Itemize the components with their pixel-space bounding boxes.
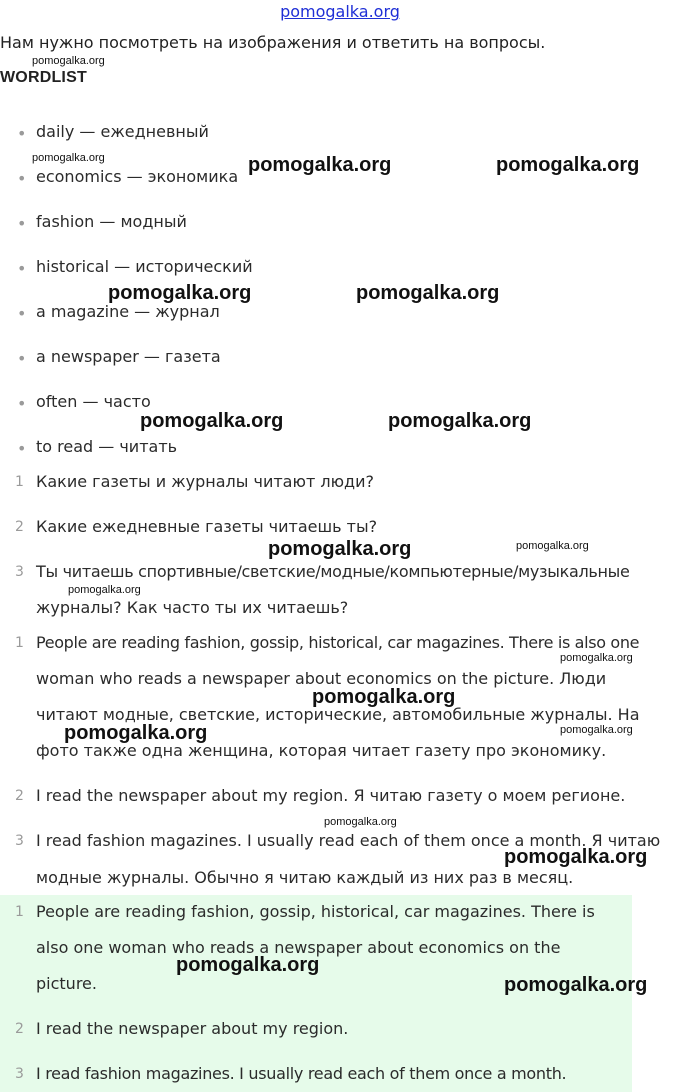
watermark: pomogalka.org [324, 816, 397, 828]
watermark: pomogalka.org [32, 152, 105, 164]
answer-text: People are reading fashion, gossip, historical, car magazines. There is [36, 902, 595, 921]
watermark: pomogalka.org [516, 540, 589, 552]
list-bullet: • [17, 214, 27, 233]
answer-text: also one woman who reads a newspaper about economics on the [36, 938, 561, 957]
answer-number: 1 [15, 904, 24, 920]
wordlist-item: daily — ежедневный [36, 122, 209, 141]
question-text: Какие газеты и журналы читают люди? [36, 472, 374, 491]
watermark: pomogalka.org [32, 55, 105, 67]
intro-text: Нам нужно посмотреть на изображения и ответить на вопросы. [0, 33, 546, 52]
answer-number: 3 [15, 833, 24, 849]
answer-text: I read the newspaper about my region. [36, 1019, 349, 1038]
answer-text: I read fashion magazines. I usually read each of them once a month. Я читаю [36, 831, 661, 850]
list-bullet: • [17, 349, 27, 368]
answer-text: People are reading fashion, gossip, historical, car magazines. There is also one [36, 633, 640, 652]
answer-number: 2 [15, 1021, 24, 1037]
watermark: pomogalka.org [496, 154, 640, 176]
wordlist-item: a magazine — журнал [36, 302, 220, 321]
watermark: pomogalka.org [140, 410, 284, 432]
wordlist-item: fashion — модный [36, 212, 187, 231]
answer-number: 2 [15, 788, 24, 804]
question-text: журналы? Как часто ты их читаешь? [36, 598, 349, 617]
watermark: pomogalka.org [388, 410, 532, 432]
watermark: pomogalka.org [268, 538, 412, 560]
watermark: pomogalka.org [560, 652, 633, 664]
answer-number: 3 [15, 1066, 24, 1082]
list-bullet: • [17, 304, 27, 323]
wordlist-item: economics — экономика [36, 167, 239, 186]
watermark: pomogalka.org [64, 722, 208, 744]
wordlist-item: historical — исторический [36, 257, 253, 276]
list-bullet: • [17, 439, 27, 458]
watermark: pomogalka.org [312, 686, 456, 708]
list-bullet: • [17, 124, 27, 143]
watermark: pomogalka.org [248, 154, 392, 176]
watermark: pomogalka.org [108, 282, 252, 304]
answer-number: 1 [15, 635, 24, 651]
list-bullet: • [17, 394, 27, 413]
answer-text: I read the newspaper about my region. Я читаю газету о моем регионе. [36, 786, 626, 805]
watermark: pomogalka.org [560, 724, 633, 736]
wordlist-item: to read — читать [36, 437, 178, 456]
answer-text: читают модные, светские, исторические, автомобильные журналы. На [36, 705, 640, 724]
watermark: pomogalka.org [504, 846, 648, 868]
site-link[interactable]: pomogalka.org [280, 2, 400, 21]
question-number: 3 [15, 564, 24, 580]
watermark: pomogalka.org [68, 584, 141, 596]
wordlist-item: a newspaper — газета [36, 347, 221, 366]
wordlist-heading: WORDLIST [0, 69, 87, 86]
wordlist-item: often — часто [36, 392, 151, 411]
question-text: Какие ежедневные газеты читаешь ты? [36, 517, 378, 536]
list-bullet: • [17, 169, 27, 188]
question-number: 1 [15, 474, 24, 490]
list-bullet: • [17, 259, 27, 278]
answer-text: picture. [36, 974, 97, 993]
answer-text: I read fashion magazines. I usually read each of them once a month. [36, 1064, 567, 1083]
watermark: pomogalka.org [356, 282, 500, 304]
answer-text: модные журналы. Обычно я читаю каждый из них раз в месяц. [36, 868, 574, 887]
watermark: pomogalka.org [504, 974, 648, 996]
watermark: pomogalka.org [176, 954, 320, 976]
question-number: 2 [15, 519, 24, 535]
answer-text: woman who reads a newspaper about economics on the picture. Люди [36, 669, 607, 688]
answer-text: фото также одна женщина, которая читает газету про экономику. [36, 741, 607, 760]
question-text: Ты читаешь спортивные/светские/модные/компьютерные/музыкальные [36, 562, 630, 581]
